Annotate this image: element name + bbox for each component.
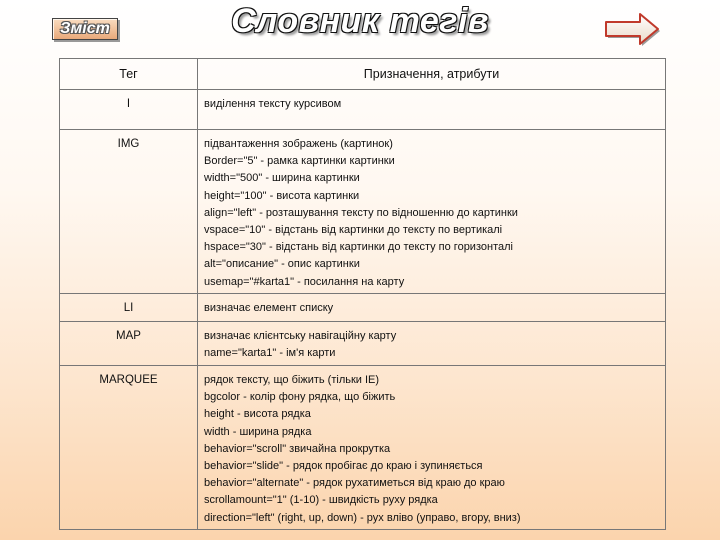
tag-description	[198, 294, 666, 322]
description-line: визначає клієнтську навігаційну карту	[204, 330, 397, 342]
tag-name: I	[60, 90, 198, 130]
description-line: align="left" - розташування тексту по відношенню до картинки	[204, 206, 518, 219]
table-header-row	[60, 59, 666, 90]
table-row	[60, 294, 666, 322]
description-line: vspace="10" - відстань від картинки до тексту по вертикалі	[204, 224, 503, 237]
description-line: визначає елемент списку	[204, 302, 334, 314]
header-tag: Тег	[60, 59, 198, 90]
tag-name: LI	[60, 294, 198, 322]
description-line: alt="описание" - опис картинки	[204, 258, 360, 271]
description-line: підвантаження зображень (картинок)	[204, 138, 393, 150]
description-line: виділення тексту курсивом	[204, 98, 342, 110]
table-row	[60, 130, 666, 294]
table-row	[60, 90, 666, 130]
description-line: height="100" - висота картинки	[204, 189, 360, 202]
table-row	[60, 366, 666, 530]
description-line: direction="left" (right, up, down) - рух вліво (управо, вгору, вниз)	[204, 511, 521, 524]
description-line: width - ширина рядка	[204, 425, 312, 438]
header-purpose: Призначення, атрибути	[198, 59, 666, 90]
tag-description	[198, 322, 666, 366]
description-line: behavior="slide" - рядок пробігає до краю і зупиняється	[204, 460, 483, 473]
tag-description	[198, 130, 666, 294]
description-line: width="500" - ширина картинки	[204, 172, 360, 185]
description-line: scrollamount="1" (1-10) - швидкість руху рядка	[204, 494, 438, 507]
tag-name: MAP	[60, 322, 198, 366]
tag-dictionary-table	[59, 58, 666, 530]
right-arrow-icon[interactable]	[602, 11, 662, 47]
description-line: bgcolor - колір фону рядка, що біжить	[204, 391, 396, 404]
description-line: usemap="#karta1" - посилання на карту	[204, 275, 405, 288]
description-line: behavior="alternate" - рядок рухатиметься від краю до краю	[204, 477, 505, 490]
tag-description	[198, 90, 666, 130]
description-line: рядок тексту, що біжить (тільки IE)	[204, 374, 380, 386]
page-title: Словник тегів	[231, 2, 489, 40]
tag-description	[198, 366, 666, 530]
description-line: height - висота рядка	[204, 408, 311, 421]
description-line: Border="5" - рамка картинки картинки	[204, 155, 395, 168]
table-row	[60, 322, 666, 366]
description-line: name="karta1" - ім'я карти	[204, 347, 336, 360]
description-line: hspace="30" - відстань від картинки до тексту по горизонталі	[204, 241, 513, 254]
table-body	[60, 90, 666, 530]
tag-name: MARQUEE	[60, 366, 198, 530]
description-line: behavior="scroll" звичайна прокрутка	[204, 442, 391, 455]
tag-name: IMG	[60, 130, 198, 294]
contents-button[interactable]: Зміст	[52, 18, 118, 40]
